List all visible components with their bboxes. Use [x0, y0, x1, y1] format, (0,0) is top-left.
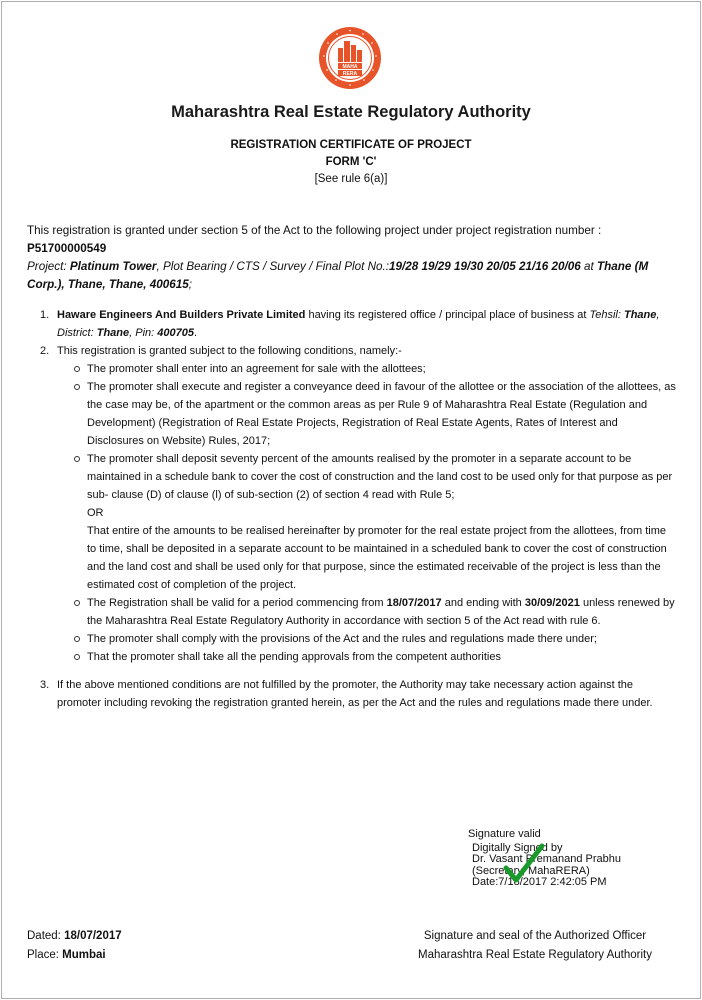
at-word: at [580, 260, 597, 273]
place-value: Mumbai [62, 949, 106, 961]
svg-text:MAHA: MAHA [342, 64, 358, 70]
list-item-1 [27, 306, 677, 342]
project-prefix: Project: [27, 260, 67, 273]
rule-reference: [See rule 6(a)] [314, 173, 388, 185]
digital-signature-block [468, 828, 672, 889]
signed-by-label: Digitally Signed by [472, 841, 563, 854]
tehsil-label: Tehsil: [589, 309, 624, 321]
pin-value: 400705 [157, 327, 194, 339]
officer-authority: Maharashtra Real Estate Regulatory Authority [418, 949, 652, 961]
condition-comply [57, 630, 677, 648]
item-number: 3. [40, 679, 50, 691]
conditions-list [27, 306, 677, 712]
conditions-intro: This registration is granted subject to the following conditions, namely:- [57, 345, 402, 357]
place-label: Place: [27, 949, 63, 961]
maharera-seal-logo [318, 26, 382, 90]
plot-numbers: 19/28 19/29 19/30 20/05 21/16 20/06 [389, 260, 581, 273]
signer-title: (Secretary, MahaRERA) [472, 864, 590, 877]
signer-name: Dr. Vasant Premanand Prabhu [472, 853, 621, 865]
validity-prefix: The Registration shall be valid for a period commencing from [87, 597, 387, 609]
condition-alt-text: That entire of the amounts to be realised hereinafter by promoter for the real estate project from the allottees, from time to time, shall be deposited in a separate account to be maintained in a scheduled bank to cover the cost of construction and the land cost and shall be used only for that purpose, since the estimated receivable of the project is less than the estimated cost of completion of the project. [87, 525, 667, 591]
officer-signature-label: Signature and seal of the Authorized Officer [423, 930, 647, 942]
condition-validity [57, 594, 677, 630]
dated-label: Dated: [27, 930, 65, 942]
form-label: FORM 'C' [325, 156, 377, 168]
date-place-block [27, 927, 122, 965]
place-line [27, 946, 122, 965]
condition-conveyance [57, 378, 677, 450]
list-item-3 [27, 676, 677, 712]
location-suffix: ; [188, 278, 192, 291]
tehsil-value: Thane [623, 309, 657, 321]
dated-line [27, 927, 122, 946]
or-label: OR [87, 507, 104, 519]
validity-end-date: 30/09/2021 [524, 597, 580, 609]
bullet-icon [74, 654, 80, 660]
certificate-heading [0, 137, 702, 188]
district-label: , District: [57, 309, 660, 339]
validity-suffix: unless renewed by the Maharashtra Real Estate Regulatory Authority in accordance with section 5 of the Act read with rule 6. [87, 597, 675, 627]
check-mark-icon [503, 840, 545, 888]
enforcement-text: If the above mentioned conditions are not fulfilled by the promoter, the Authority may take necessary action against the promoter including revoking the registration granted herein, as per the Act and the rules and regulations made there under. [57, 679, 653, 709]
list-item-2 [27, 342, 677, 666]
bullet-icon [74, 366, 80, 372]
conditions-bullets [57, 360, 677, 666]
bullet-icon [74, 600, 80, 606]
intro-text: This registration is granted under section 5 of the Act to the following project under project registration number : [27, 224, 602, 237]
registration-number: P51700000549 [27, 242, 107, 255]
validity-start-date: 18/07/2017 [386, 597, 442, 609]
condition-deposit [57, 450, 677, 594]
project-name: Platinum Tower [69, 260, 157, 273]
district-value: Thane [96, 327, 130, 339]
condition-text: The promoter shall comply with the provisions of the Act and the rules and regulations made there under; [87, 633, 597, 645]
authorized-officer-block [400, 927, 670, 965]
condition-text: That the promoter shall take all the pending approvals from the competent authorities [87, 651, 501, 663]
bullet-icon [74, 636, 80, 642]
signature-date: Date:7/18/2017 2:42:05 PM [472, 876, 607, 888]
svg-text:RERA: RERA [342, 71, 358, 77]
item1-end: . [193, 327, 198, 339]
condition-approvals [57, 648, 677, 666]
condition-text: The promoter shall enter into an agreement for sale with the allottees; [87, 363, 426, 375]
item-number: 2. [40, 345, 50, 357]
dated-value: 18/07/2017 [64, 930, 122, 942]
bullet-icon [74, 456, 80, 462]
plot-prefix: , Plot Bearing / CTS / Survey / Final Plot No.: [156, 260, 390, 273]
condition-text: The promoter shall deposit seventy percent of the amounts realised by the promoter in a separate account to be maintained in a schedule bank to cover the cost of construction and the land cost to be used only for that purpose as per sub- clause (D) of clause (l) of sub-section (2) of section 4 read with Rule 5; [87, 453, 673, 501]
item-number: 1. [40, 309, 50, 321]
condition-agreement [57, 360, 677, 378]
bullet-icon [74, 384, 80, 390]
promoter-name: Haware Engineers And Builders Private Limited [57, 309, 306, 321]
intro-paragraph [27, 222, 677, 294]
office-text: having its registered office / principal place of business at [305, 309, 590, 321]
validity-mid: and ending with [441, 597, 525, 609]
authority-title: Maharashtra Real Estate Regulatory Authority [171, 103, 531, 121]
pin-label: , Pin: [129, 327, 158, 339]
certificate-title: REGISTRATION CERTIFICATE OF PROJECT [230, 139, 472, 151]
project-details [27, 258, 677, 294]
project-location: Thane (M Corp.), Thane, Thane, 400615 [27, 260, 649, 291]
condition-text: The promoter shall execute and register a conveyance deed in favour of the allottee or the association of the allottees, as the case may be, of the apartment or the common areas as per Rule 9 of Maharashtra Real Estate (Regulation and Development) (Registration of Real Estate Projects, Registration of Real Estate Agents, Rates of Interest and Disclosures on Website) Rules, 2017; [87, 381, 676, 447]
signature-valid-label: Signature valid [468, 828, 541, 840]
